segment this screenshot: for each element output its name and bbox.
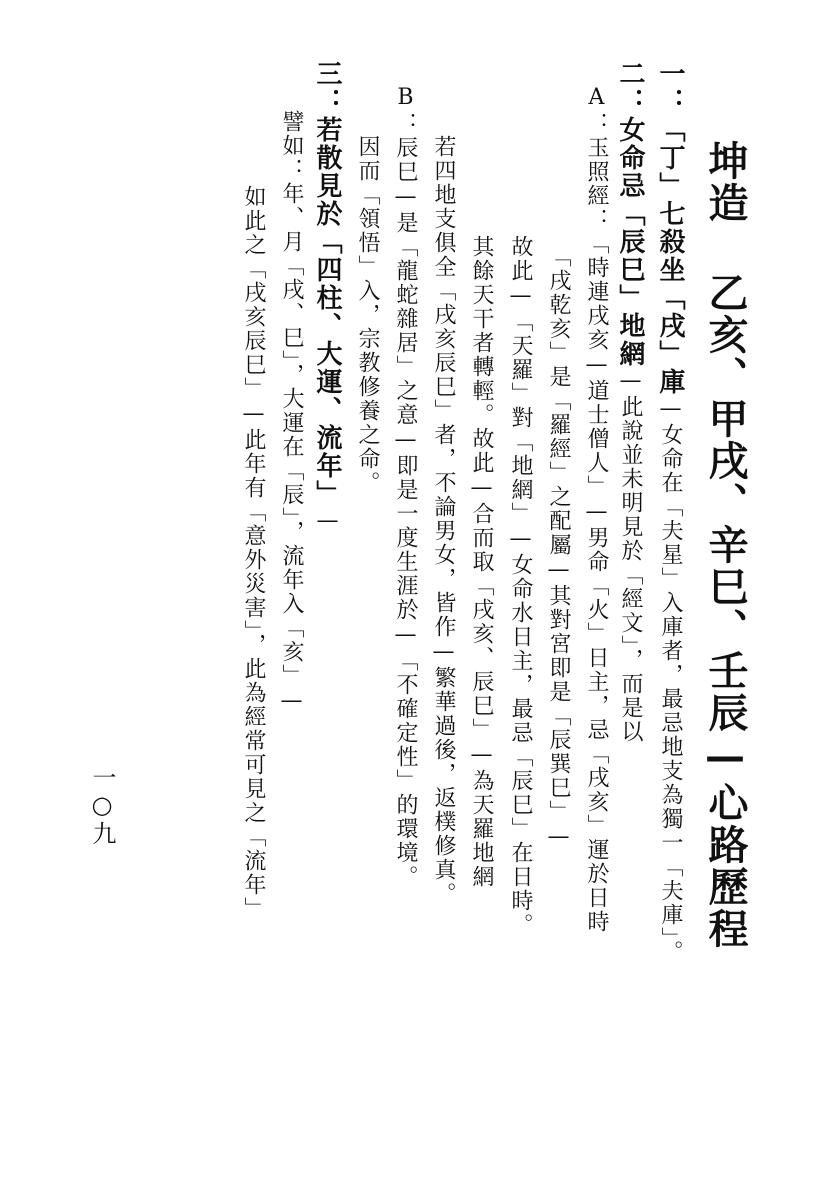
- section-1-heading: 一：「丁」七殺坐「戌」庫: [655, 60, 685, 396]
- section-3-text: —: [315, 508, 340, 535]
- section-2a-line-5: 若四地支俱全「戌亥辰巳」者，不論男女，皆作—繁華過後，返樸修真。: [431, 135, 456, 906]
- section-2-heading: 二：女命忌「辰巳」地網: [615, 60, 645, 368]
- section-1-text: —女命在「夫星」入庫者，最忌地支為獨一「夫庫」。: [658, 396, 683, 964]
- section-3-line-2: 如此之「戌亥辰巳」—此年有「意外災害」，此為經常可見之「流年」: [241, 185, 266, 921]
- section-2a-line-4: 其餘天干者轉輕。故此—合而取「戌亥、辰巳」—為天羅地網: [469, 235, 494, 889]
- page-title: 坤造 乙亥、甲戌、辛巳、壬辰—心路歷程: [702, 140, 748, 950]
- section-2: [617, 60, 643, 744]
- section-3-line-1: 譬如：年、月「戌、巳」，大運在「辰」，流年入「亥」—: [279, 110, 304, 715]
- page-number: 一○九: [88, 765, 116, 847]
- section-3: [314, 60, 340, 535]
- section-2-text: —此說並未明見於「經文」，而是以: [618, 368, 643, 744]
- section-3-heading: 三：若散見於「四柱、大運、流年」: [312, 60, 342, 508]
- section-2a-line-1: A：玉照經：「時連戌亥—道士僧人」—男命「火」日主，忌「戌亥」運於日時: [584, 85, 609, 934]
- section-2a-line-2: 「戌乾亥」是「羅經」之配屬—其對宮即是「辰巽巳」—: [546, 245, 571, 851]
- section-2b-line-1: B：辰巳—是「龍蛇雜居」之意—即是一度生涯於—「不確定性」的環境。: [393, 85, 418, 889]
- section-1: [657, 60, 683, 964]
- section-2b-line-2: 因而「領悟」入，宗教修養之命。: [355, 135, 380, 495]
- section-2a-line-3: 故此—「天羅」對「地網」—女命水日主，最忌「辰巳」在日時。: [508, 235, 533, 937]
